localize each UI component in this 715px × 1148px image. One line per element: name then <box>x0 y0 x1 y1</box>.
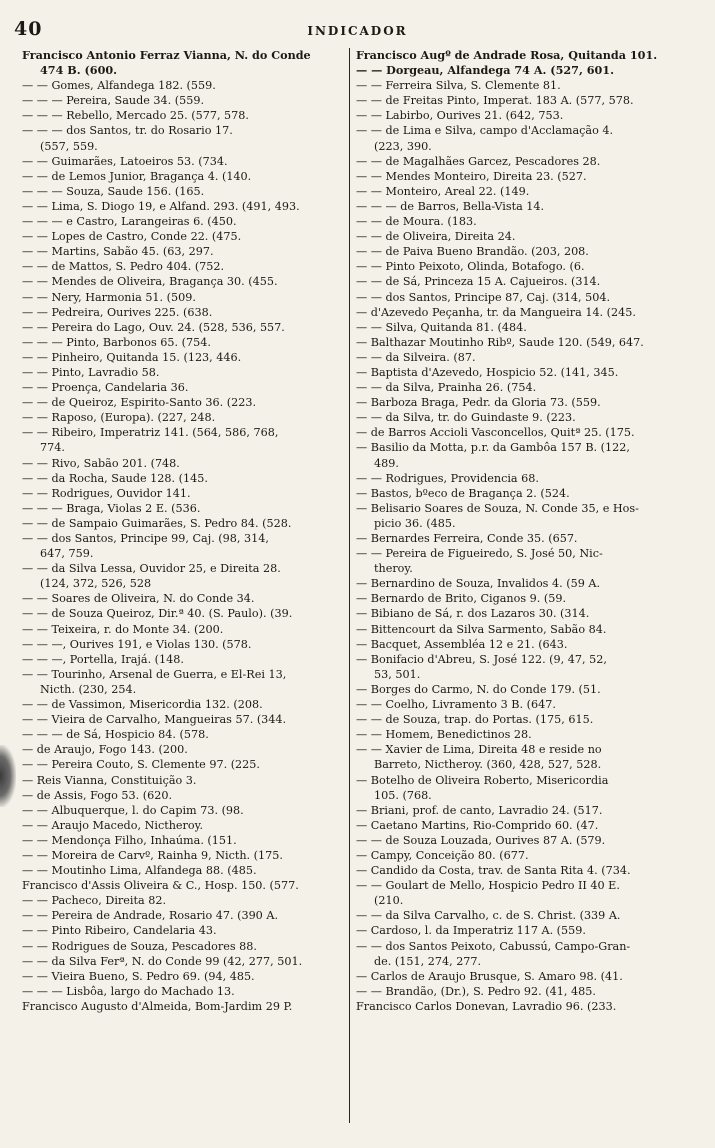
directory-entry-line: — — — Braga, Violas 2 E. (536. <box>22 501 201 515</box>
directory-entry-line: (124, 372, 526, 528 <box>40 577 152 591</box>
directory-entry-line: — — de Freitas Pinto, Imperat. 183 A. (577, 578. <box>356 94 634 108</box>
directory-entry-line: — — — de Sá, Hospicio 84. (578. <box>22 728 209 742</box>
directory-entry-line: — — Goulart de Mello, Hospicio Pedro II 40 E. <box>356 879 620 893</box>
directory-entry-line: Francisco Carlos Donevan, Lavradio 96. (233. <box>356 999 617 1013</box>
directory-entry-line: — — de Sá, Princeza 15 A. Cajueiros. (314. <box>356 275 601 289</box>
directory-entry-line: — — Pereira de Andrade, Rosario 47. (390 A. <box>22 909 278 923</box>
directory-entry-line: — — Moreira de Carvº, Rainha 9, Nicth. (175. <box>22 848 283 862</box>
directory-entry-line: — — Mendonça Filho, Inhaúma. (151. <box>22 833 237 847</box>
directory-entry-line: — — Rodrigues de Souza, Pescadores 88. <box>22 939 257 953</box>
directory-entry-line: — — Mendes Monteiro, Direita 23. (527. <box>356 169 587 183</box>
directory-entry-line: — Bibiano de Sá, r. dos Lazaros 30. (314. <box>356 607 590 621</box>
directory-entry-line: — — —, Portella, Irajá. (148. <box>22 652 184 666</box>
directory-entry-line: — — de Vassimon, Misericordia 132. (208. <box>22 698 263 712</box>
directory-entry-line: — — Vieira de Carvalho, Mangueiras 57. (344. <box>22 713 287 727</box>
directory-entry-line: — — — Pereira, Saude 34. (559. <box>22 94 205 108</box>
directory-entry-line: — — Silva, Quitanda 81. (484. <box>356 320 527 334</box>
directory-entry-line: — Belisario Soares de Souza, N. Conde 35, e Hos- <box>356 501 639 515</box>
directory-entry-line: — Reis Vianna, Constituição 3. <box>22 773 197 787</box>
directory-entry-line: — — Pinheiro, Quitanda 15. (123, 446. <box>22 350 242 364</box>
directory-entry-line: — — Pinto Peixoto, Olinda, Botafogo. (6. <box>356 260 585 274</box>
left-column <box>22 48 348 1014</box>
directory-entry-line: — — Labirbo, Ourives 21. (642, 753. <box>356 109 564 123</box>
directory-entry-line: — Balthazar Moutinho Ribº, Saude 120. (549, 647. <box>356 335 644 349</box>
directory-entry-line: — — Ferreira Silva, S. Clemente 81. <box>356 79 561 93</box>
directory-entry-line: 105. (768. <box>374 788 432 802</box>
directory-entry-line: — Bernardo de Brito, Ciganos 9. (59. <box>356 592 567 606</box>
directory-entry-line: — — Gomes, Alfandega 182. (559. <box>22 79 216 93</box>
directory-entry-line: — d'Azevedo Peçanha, tr. da Mangueira 14. (245. <box>356 305 636 319</box>
directory-entry-line: — — dos Santos, Principe 99, Caj. (98, 314, <box>22 532 269 545</box>
directory-entry-line: — — da Silva, Prainha 26. (754. <box>356 381 537 395</box>
directory-entry-line: — — da Silva Carvalho, c. de S. Christ. (339 A. <box>356 909 621 923</box>
directory-entry-line: — Baptista d'Azevedo, Hospicio 52. (141, 345. <box>356 365 619 379</box>
directory-entry-line: picio 36. (485. <box>374 516 456 530</box>
directory-entry-line: — — Pedreira, Ourives 225. (638. <box>22 305 213 319</box>
directory-entry-line: Francisco Antonio Ferraz Vianna, N. do Conde <box>22 48 311 62</box>
directory-entry-line: — — Dorgeau, Alfandega 74 A. (527, 601. <box>356 63 614 78</box>
directory-entry-line: — Basilio da Motta, p.r. da Gambôa 157 B. (122, <box>356 441 630 455</box>
directory-entry-line: — — da Rocha, Saude 128. (145. <box>22 471 208 485</box>
directory-entry-line: — — Teixeira, r. do Monte 34. (200. <box>22 622 224 636</box>
directory-entry-line: — — dos Santos, Principe 87, Caj. (314, 504. <box>356 290 611 304</box>
directory-entry-line: — — da Silva, tr. do Guindaste 9. (223. <box>356 411 576 425</box>
directory-entry-line: 53, 501. <box>374 667 421 681</box>
directory-entry-line: Nicth. (230, 254. <box>40 682 137 696</box>
directory-entry-line: — — Brandão, (Dr.), S. Pedro 92. (41, 485. <box>356 984 596 998</box>
directory-entry-line: — — da Silva Lessa, Ouvidor 25, e Direita 28. <box>22 562 281 576</box>
directory-entry-line: — de Barros Accioli Vasconcellos, Quitª 25. (175. <box>356 426 635 440</box>
directory-entry-line: — — Guimarães, Latoeiros 53. (734. <box>22 154 228 168</box>
directory-entry-line: — Campy, Conceição 80. (677. <box>356 848 529 862</box>
directory-entry-line: — — de Oliveira, Direita 24. <box>356 230 516 244</box>
directory-entry-line: — — — de Barros, Bella-Vista 14. <box>356 199 545 213</box>
directory-entry-line: 489. <box>374 456 399 470</box>
directory-entry-line: — — Pinto Ribeiro, Candelaria 43. <box>22 924 217 938</box>
column-divider <box>349 48 350 1123</box>
directory-entry-line: — Carlos de Araujo Brusque, S. Amaro 98. (41. <box>356 969 623 983</box>
directory-entry-line: — — Mendes de Oliveira, Bragança 30. (455. <box>22 275 278 289</box>
directory-entry-line: — — Rodrigues, Providencia 68. <box>356 471 539 485</box>
directory-entry-line: — — — Lisbôa, largo do Machado 13. <box>22 984 235 998</box>
right-column <box>356 48 710 1014</box>
directory-entry-line: — — de Souza Louzada, Ourives 87 A. (579. <box>356 833 606 847</box>
directory-entry-line: Francisco Augusto d'Almeida, Bom-Jardim 29 P. <box>22 999 293 1013</box>
directory-entry-line: — — Soares de Oliveira, N. do Conde 34. <box>22 592 255 606</box>
running-head: INDICADOR <box>307 24 408 38</box>
directory-entry-line: — — de Sampaio Guimarães, S. Pedro 84. (528. <box>22 516 292 530</box>
directory-entry-line: — — — Souza, Saude 156. (165. <box>22 184 205 198</box>
directory-entry-line: — Briani, prof. de canto, Lavradio 24. (517. <box>356 803 603 817</box>
directory-entry-line: — Bonifacio d'Abreu, S. José 122. (9, 47, 52, <box>356 652 607 666</box>
directory-entry-line: — — Monteiro, Areal 22. (149. <box>356 184 530 198</box>
directory-entry-line: — de Araujo, Fogo 143. (200. <box>22 743 188 757</box>
directory-entry-line: 647, 759. <box>40 547 94 561</box>
directory-entry-line: — — Albuquerque, l. do Capim 73. (98. <box>22 803 244 817</box>
directory-entry-line: — — — e Castro, Larangeiras 6. (450. <box>22 215 237 229</box>
directory-entry-line: — — — Rebello, Mercado 25. (577, 578. <box>22 109 249 123</box>
directory-entry-line: (210. <box>374 894 404 908</box>
directory-entry-line: — Bittencourt da Silva Sarmento, Sabão 84. <box>356 622 607 636</box>
directory-entry-line: — — Martins, Sabão 45. (63, 297. <box>22 245 214 259</box>
directory-entry-line: — Bastos, bºeco de Bragança 2. (524. <box>356 486 570 500</box>
page-number: 40 <box>14 18 43 40</box>
directory-entry-line: — — Coelho, Livramento 3 B. (647. <box>356 698 556 712</box>
directory-entry-line: — Barboza Braga, Pedr. da Gloria 73. (559. <box>356 396 601 410</box>
directory-entry-line: — — Rivo, Sabão 201. (748. <box>22 456 180 470</box>
directory-entry-line: — — Ribeiro, Imperatriz 141. (564, 586, 768, <box>22 426 279 440</box>
directory-entry-line: — — Nery, Harmonia 51. (509. <box>22 290 196 304</box>
directory-entry-line: 474 B. (600. <box>40 63 118 78</box>
directory-entry-line: Francisco d'Assis Oliveira & C., Hosp. 150. (577. <box>22 879 299 893</box>
directory-entry-line: — Candido da Costa, trav. de Santa Rita 4. (734. <box>356 864 631 878</box>
directory-entry-line: — — da Silveira. (87. <box>356 350 476 364</box>
directory-entry-line: — — de Queiroz, Espirito-Santo 36. (223. <box>22 396 257 410</box>
directory-entry-line: — — Rodrigues, Ouvidor 141. <box>22 486 191 500</box>
directory-entry-line: (557, 559. <box>40 139 98 153</box>
directory-entry-line: — Bernardes Ferreira, Conde 35. (657. <box>356 532 578 545</box>
directory-entry-line: — — Pacheco, Direita 82. <box>22 894 166 908</box>
directory-entry-line: — — Pinto, Lavradio 58. <box>22 365 160 379</box>
directory-entry-line: — — Lima, S. Diogo 19, e Alfand. 293. (491, 493. <box>22 199 300 213</box>
directory-entry-line: — — — dos Santos, tr. do Rosario 17. <box>22 124 233 138</box>
directory-entry-line: — — Pereira de Figueiredo, S. José 50, Nic- <box>356 547 603 561</box>
directory-entry-line: — — Vieira Bueno, S. Pedro 69. (94, 485. <box>22 969 255 983</box>
directory-entry-line: — Botelho de Oliveira Roberto, Misericordia <box>356 773 609 787</box>
directory-entry-line: — — —, Ourives 191, e Violas 130. (578. <box>22 637 252 651</box>
directory-entry-line: — — Proença, Candelaria 36. <box>22 381 189 395</box>
directory-entry-line: — Bernardino de Souza, Invalidos 4. (59 A. <box>356 577 601 591</box>
directory-entry-line: Barreto, Nictheroy. (360, 428, 527, 528. <box>374 758 602 772</box>
ink-blot <box>0 745 16 807</box>
directory-entry-line: — — — Pinto, Barbonos 65. (754. <box>22 335 211 349</box>
directory-entry-line: — — Homem, Benedictinos 28. <box>356 728 532 742</box>
directory-entry-line: — — Xavier de Lima, Direita 48 e reside no <box>356 743 602 757</box>
directory-entry-line: — — de Lima e Silva, campo d'Acclamação 4. <box>356 124 614 138</box>
directory-entry-line: — Cardoso, l. da Imperatriz 117 A. (559. <box>356 924 586 938</box>
directory-entry-line: — — de Moura. (183. <box>356 215 477 229</box>
directory-entry-line: — — de Souza, trap. do Portas. (175, 615. <box>356 713 594 727</box>
directory-entry-line: — — da Silva Ferª, N. do Conde 99 (42, 277, 501. <box>22 954 303 968</box>
directory-entry-line: — — Moutinho Lima, Alfandega 88. (485. <box>22 864 257 878</box>
directory-entry-line: — Bacquet, Assembléa 12 e 21. (643. <box>356 637 568 651</box>
directory-entry-line: 774. <box>40 441 65 455</box>
directory-entry-line: — — Lopes de Castro, Conde 22. (475. <box>22 230 242 244</box>
directory-entry-line: — Borges do Carmo, N. do Conde 179. (51. <box>356 682 601 696</box>
directory-entry-line: theroy. <box>374 562 413 576</box>
directory-entry-line: — — Pereira do Lago, Ouv. 24. (528, 536, 557. <box>22 320 285 334</box>
directory-entry-line: — — de Souza Queiroz, Dir.ª 40. (S. Paulo). (39. <box>22 607 293 621</box>
directory-entry-line: — Caetano Martins, Rio-Comprido 60. (47. <box>356 818 599 832</box>
directory-entry-line: — de Assis, Fogo 53. (620. <box>22 788 173 802</box>
page-header <box>0 0 715 46</box>
directory-entry-line: Francisco Augº de Andrade Rosa, Quitanda 101. <box>356 48 658 62</box>
directory-entry-line: — — de Mattos, S. Pedro 404. (752. <box>22 260 225 274</box>
directory-entry-line: — — de Magalhães Garcez, Pescadores 28. <box>356 154 601 168</box>
directory-entry-line: — — Araujo Macedo, Nictheroy. <box>22 818 203 832</box>
directory-entry-line: — — dos Santos Peixoto, Cabussú, Campo-Gran- <box>356 939 631 953</box>
directory-entry-line: — — Tourinho, Arsenal de Guerra, e El-Rei 13, <box>22 667 287 681</box>
directory-entry-line: — — Raposo, (Europa). (227, 248. <box>22 411 216 425</box>
directory-entry-line: (223, 390. <box>374 139 432 153</box>
directory-entry-line: — — de Paiva Bueno Brandão. (203, 208. <box>356 245 589 259</box>
directory-entry-line: — — de Lemos Junior, Bragança 4. (140. <box>22 169 252 183</box>
directory-entry-line: — — Pereira Couto, S. Clemente 97. (225. <box>22 758 260 772</box>
directory-entry-line: de. (151, 274, 277. <box>374 954 482 968</box>
